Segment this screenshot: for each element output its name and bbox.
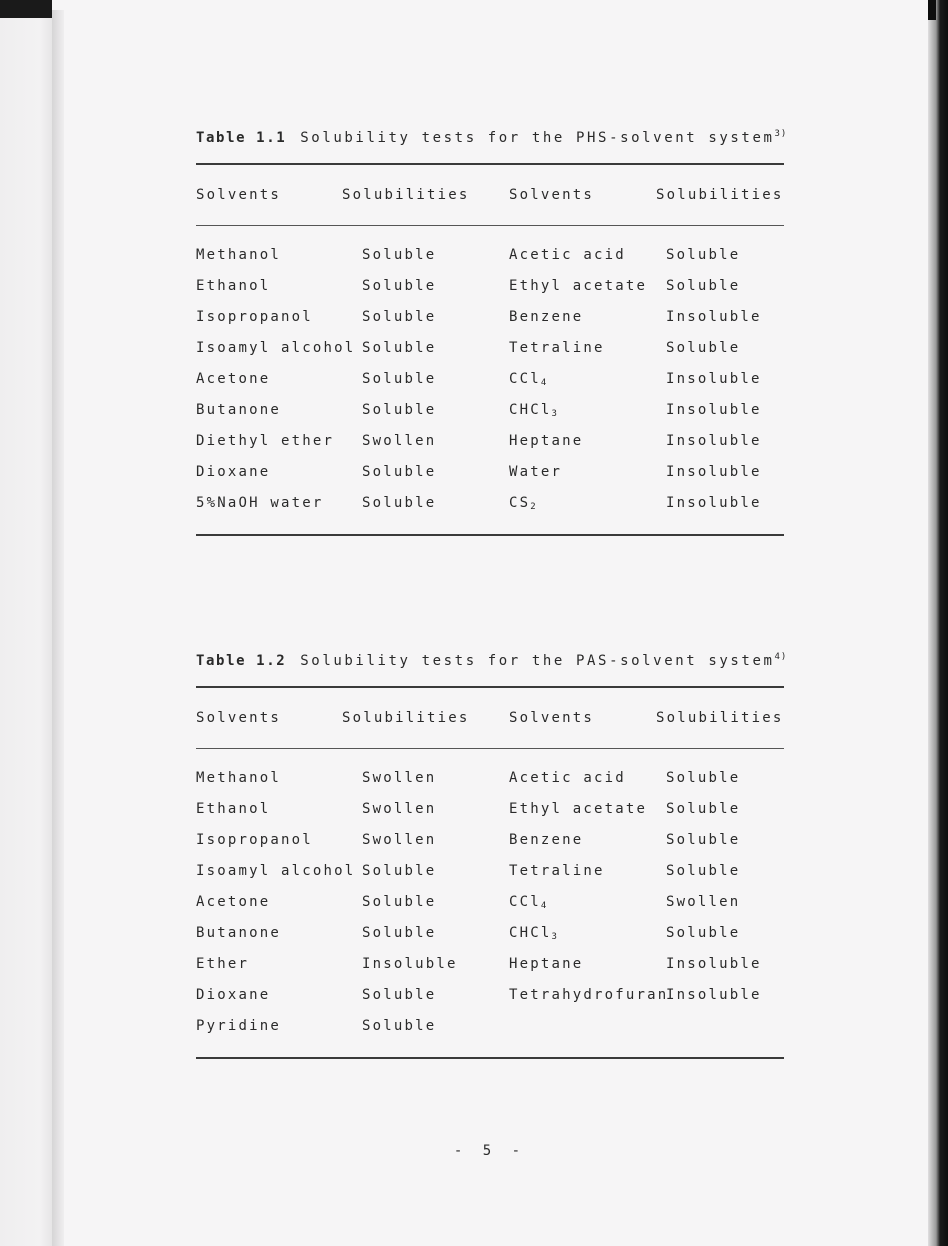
solvent-cell: Isopropanol [196,309,313,325]
solubility-cell: Insoluble [666,495,762,511]
solvent-cell: Butanone [196,402,282,418]
solubility-cell: Insoluble [666,987,762,1003]
scan-corner-shadow [0,0,52,18]
solubility-cell: Soluble [362,987,437,1003]
solubility-cell: Insoluble [362,956,458,972]
solubility-cell: Soluble [362,1018,437,1034]
solubility-cell: Insoluble [666,371,762,387]
solvent-cell: CCl$_4$ [509,371,547,388]
table-1-1 [196,124,788,536]
table-label: Table 1.2 [196,653,287,669]
solvent-cell: Isoamyl alcohol [196,863,356,879]
solvent-cell: Benzene [509,309,584,325]
solubility-cell: Soluble [362,247,437,263]
table-row [196,794,784,825]
table-row [196,887,784,918]
solvent-cell: Pyridine [196,1018,282,1034]
table-row [196,488,784,519]
page-left-margin [0,0,52,1246]
solubility-cell: Soluble [666,770,741,786]
header-solvents: Solvents [509,710,595,726]
solubility-cell: Soluble [666,340,741,356]
solvent-cell: Tetrahydrofuran [509,987,669,1003]
table-row [196,1011,784,1042]
header-solvents: Solvents [196,710,282,726]
solvent-cell: Acetone [196,894,271,910]
table-label: Table 1.1 [196,130,287,146]
solvent-cell: Ether [196,956,250,972]
solubility-cell: Insoluble [666,309,762,325]
table-body [196,763,784,1042]
solubility-cell: Insoluble [666,464,762,480]
solubility-cell: Soluble [362,309,437,325]
solubility-cell: Soluble [666,832,741,848]
header-solvents: Solvents [196,187,282,203]
solvent-cell: Isopropanol [196,832,313,848]
table-row [196,763,784,794]
solvent-cell: Acetone [196,371,271,387]
solubility-cell: Soluble [666,863,741,879]
table-row [196,856,784,887]
solubility-cell: Soluble [362,495,437,511]
solubility-cell: Swollen [362,770,437,786]
bottom-rule [196,534,784,536]
solvent-cell: Diethyl ether [196,433,335,449]
solvent-cell: Acetic acid [509,770,626,786]
table-row [196,825,784,856]
page-number: - 5 - [453,1143,527,1159]
solvent-cell: CCl$_4$ [509,894,547,911]
table-header-row [196,180,784,211]
solvent-cell: Tetraline [509,863,605,879]
solvent-cell: Ethanol [196,278,271,294]
table-row [196,240,784,271]
solvent-cell: 5%NaOH water [196,495,324,511]
header-solubilities: Solubilities [342,187,470,203]
table-row [196,395,784,426]
table-row [196,333,784,364]
solvent-cell: Acetic acid [509,247,626,263]
solubility-cell: Soluble [362,894,437,910]
table-caption [196,124,788,146]
solubility-cell: Soluble [362,464,437,480]
header-solubilities: Solubilities [342,710,470,726]
reference-mark: 3) [774,129,788,139]
solubility-cell: Soluble [362,340,437,356]
solubility-cell: Soluble [362,278,437,294]
bottom-rule [196,1057,784,1059]
solubility-cell: Soluble [666,801,741,817]
solubility-cell: Insoluble [666,402,762,418]
table-row [196,426,784,457]
solubility-cell: Swollen [362,832,437,848]
solvent-cell: Dioxane [196,987,271,1003]
solvent-cell: Water [509,464,563,480]
solvent-cell: Ethanol [196,801,271,817]
table-caption [196,647,788,669]
solubility-cell: Soluble [362,925,437,941]
solubility-cell: Swollen [362,801,437,817]
table-row [196,918,784,949]
solubility-cell: Insoluble [666,956,762,972]
solubility-cell: Soluble [666,925,741,941]
solubility-cell: Swollen [362,433,437,449]
solubility-cell: Soluble [362,402,437,418]
solubility-cell: Soluble [666,247,741,263]
solvent-cell: CHCl$_3$ [509,925,557,942]
solvent-cell: Methanol [196,247,282,263]
table-title: Solubility tests for the PHS-solvent system [300,130,775,146]
page-right-edge [928,0,948,1246]
scan-corner-shadow-right [928,0,936,20]
table-title: Solubility tests for the PAS-solvent system [300,653,775,669]
table-header-row [196,703,784,734]
solvent-cell: Tetraline [509,340,605,356]
solvent-cell: Isoamyl alcohol [196,340,356,356]
reference-mark: 4) [774,652,788,662]
table-row [196,457,784,488]
solubility-cell: Soluble [362,863,437,879]
solubility-cell: Soluble [362,371,437,387]
solubility-cell: Soluble [666,278,741,294]
solubility-cell: Insoluble [666,433,762,449]
solvent-cell: Ethyl acetate [509,278,648,294]
table-row [196,364,784,395]
solvent-cell: Heptane [509,433,584,449]
table-row [196,271,784,302]
header-solvents: Solvents [509,187,595,203]
header-solubilities: Solubilities [656,187,784,203]
table-row [196,949,784,980]
table-row [196,980,784,1011]
book-spine-shadow [52,10,64,1246]
solvent-cell: Heptane [509,956,584,972]
table-body [196,240,784,519]
table-row [196,302,784,333]
table-1-2 [196,647,788,1059]
header-solubilities: Solubilities [656,710,784,726]
solvent-cell: Dioxane [196,464,271,480]
solvent-cell: Butanone [196,925,282,941]
solvent-cell: Benzene [509,832,584,848]
solvent-cell: Ethyl acetate [509,801,648,817]
solubility-cell: Swollen [666,894,741,910]
solvent-cell: Methanol [196,770,282,786]
solvent-cell: CHCl$_3$ [509,402,557,419]
solvent-cell: $CS_2$ [509,495,536,512]
